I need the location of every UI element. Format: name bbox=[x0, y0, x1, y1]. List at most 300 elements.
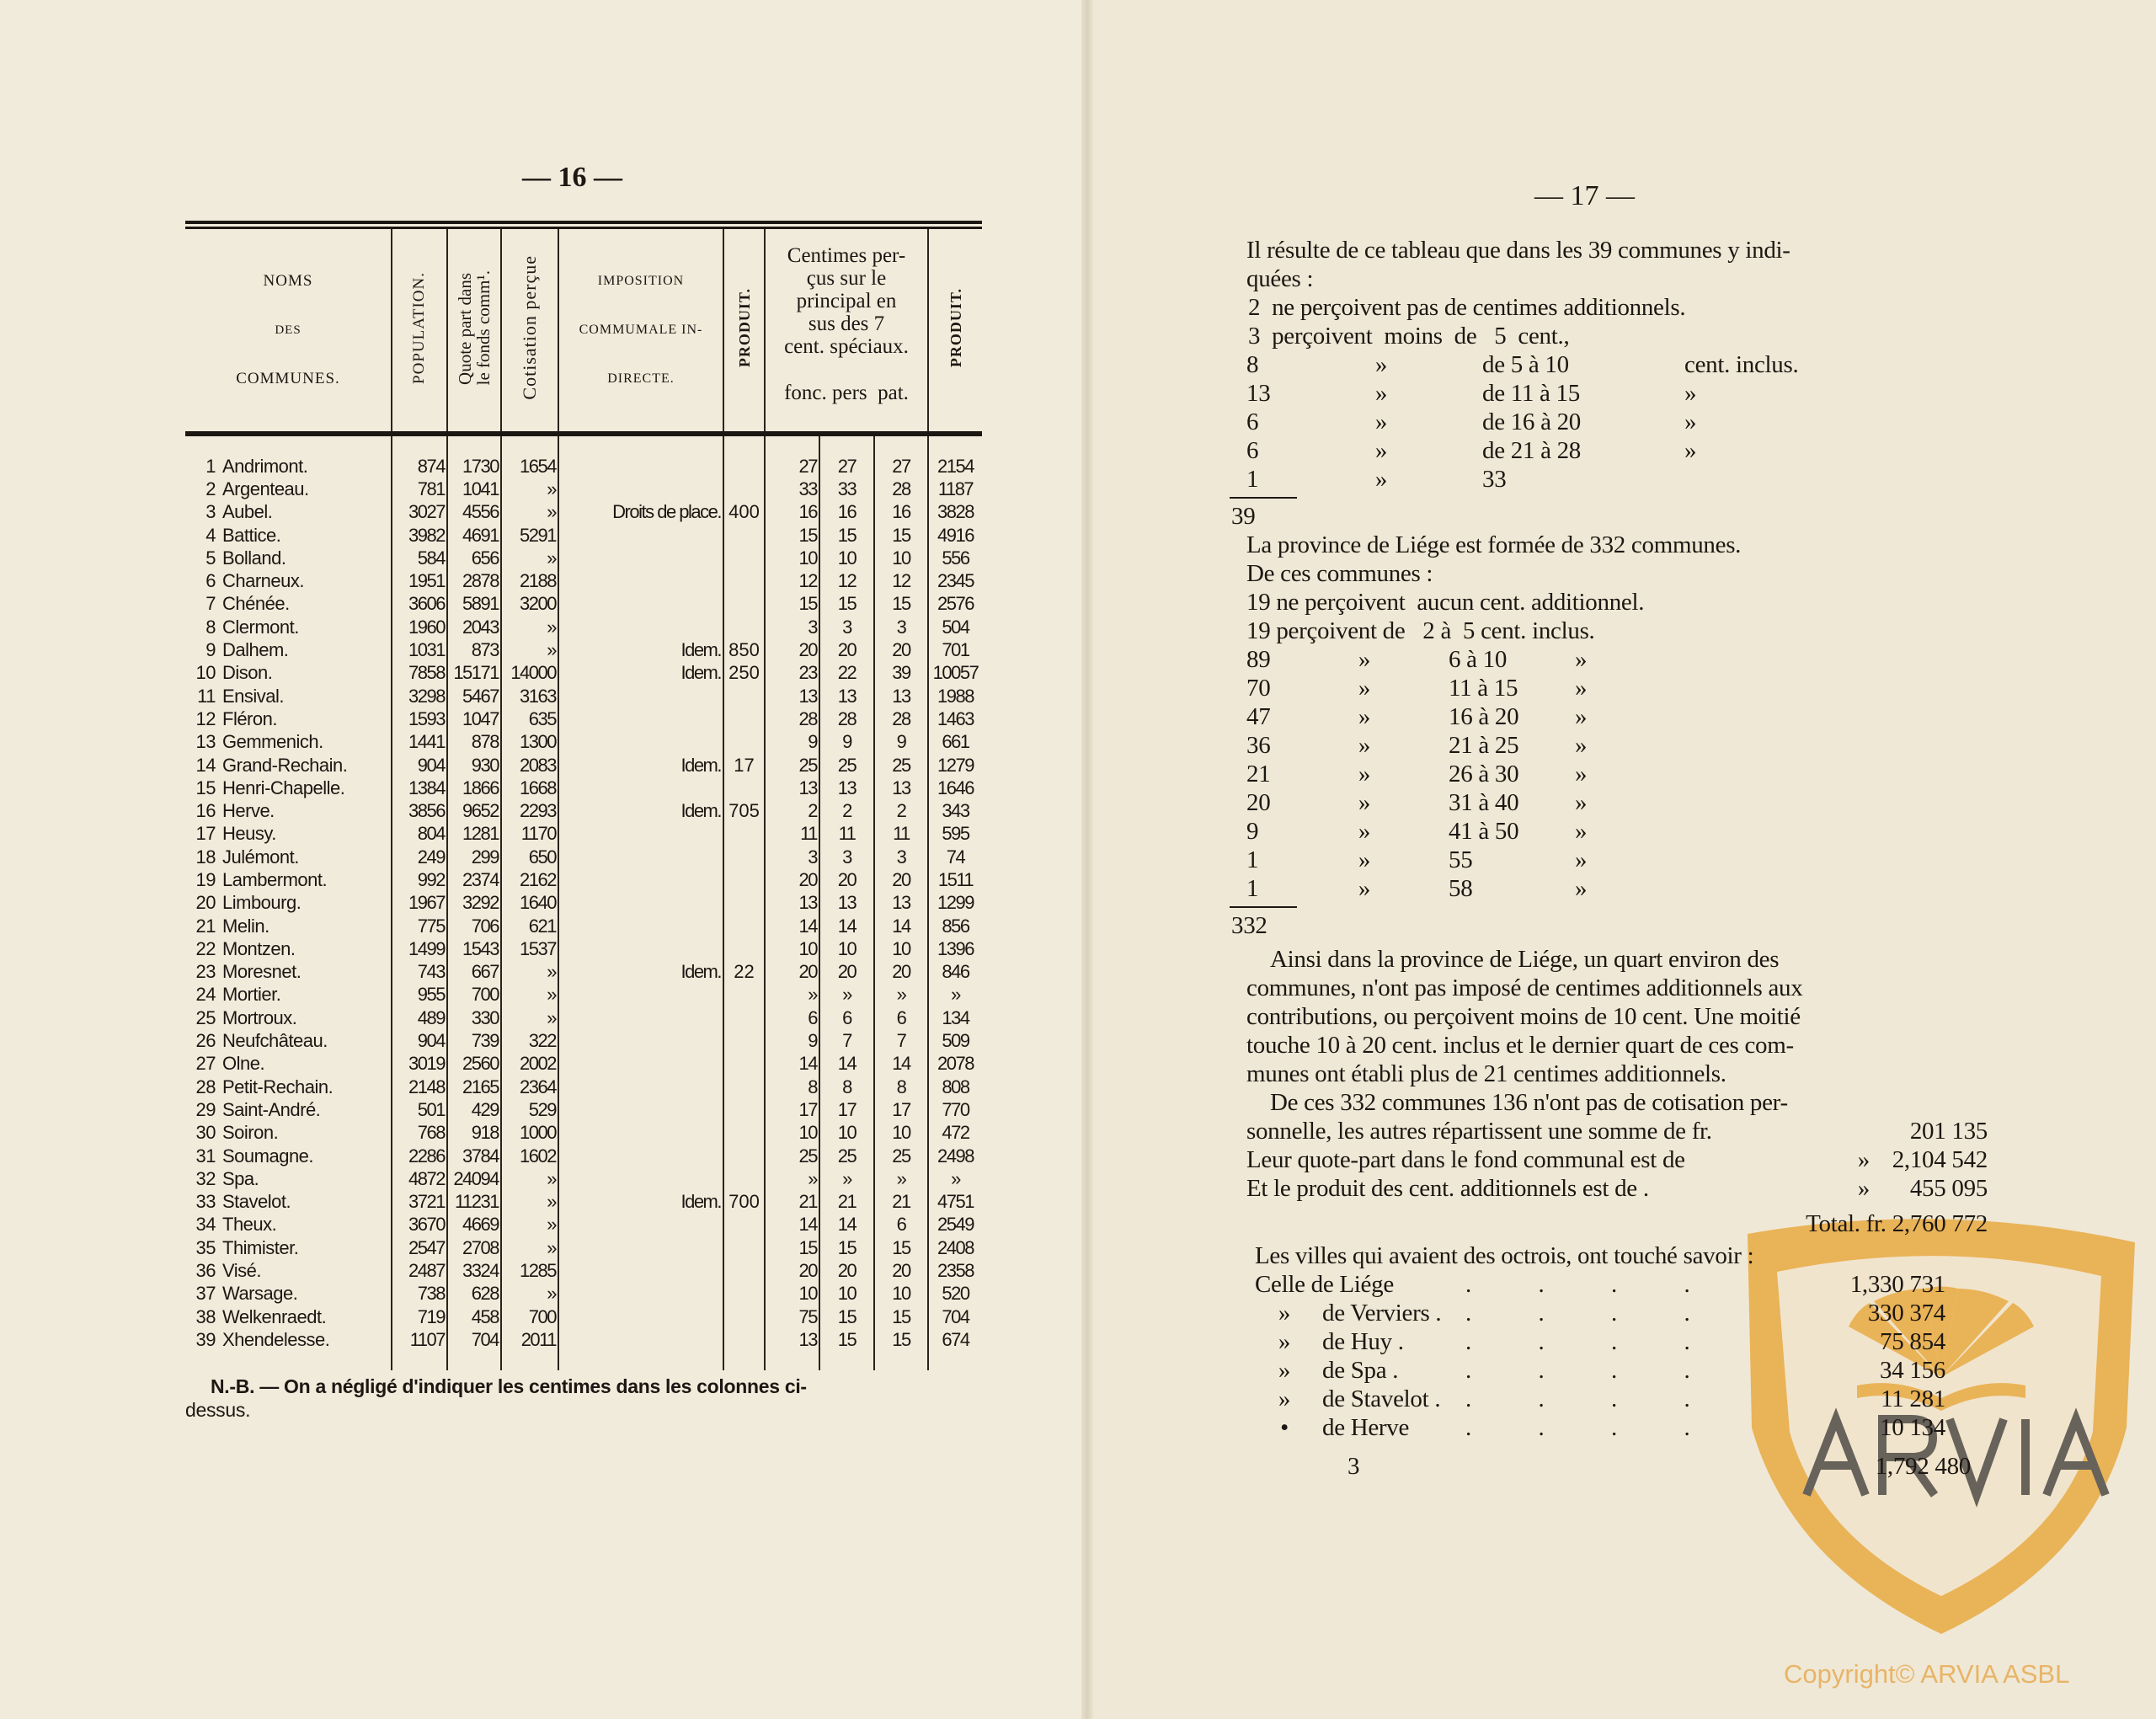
cell-commune bbox=[185, 1328, 392, 1351]
cell-commune bbox=[185, 1236, 392, 1259]
cell-cotisation: 1170 bbox=[501, 823, 558, 846]
row-number: 34 bbox=[195, 1214, 216, 1236]
cell-commune bbox=[185, 937, 392, 960]
cell-centimes-pers: 27 bbox=[819, 455, 874, 478]
range: de 5 à 10 bbox=[1482, 351, 1569, 378]
row-number: 3 bbox=[205, 501, 216, 523]
commune-name: Heusy. bbox=[222, 823, 276, 845]
commune-name: Charneux. bbox=[222, 570, 305, 592]
cell-centimes-pers: 28 bbox=[819, 707, 874, 730]
cell-imposition bbox=[558, 569, 723, 592]
cell-cotisation: » bbox=[501, 478, 558, 500]
cell-commune bbox=[185, 501, 392, 524]
communes-table bbox=[185, 221, 982, 1370]
table-row bbox=[185, 892, 982, 915]
cell-produit-total: 134 bbox=[928, 1006, 982, 1029]
header-noms-1: NOMS bbox=[263, 272, 313, 290]
cell-quote-part: 1866 bbox=[447, 777, 501, 799]
cell-centimes-pers: » bbox=[819, 984, 874, 1006]
cell-produit bbox=[723, 547, 765, 569]
cell-centimes-pers: 14 bbox=[819, 1053, 874, 1076]
summary-row bbox=[1246, 788, 1988, 817]
cell-imposition bbox=[558, 707, 723, 730]
cell-centimes-fonc: 25 bbox=[765, 1145, 819, 1167]
intro-line-1: Il résulte de ce tableau que dans les 39 communes y indi- bbox=[1246, 237, 1790, 264]
cell-commune bbox=[185, 1053, 392, 1076]
cell-produit-total: 701 bbox=[928, 638, 982, 661]
cell-centimes-pat: 9 bbox=[874, 731, 928, 754]
cell-commune bbox=[185, 846, 392, 868]
cell-produit-total: 2549 bbox=[928, 1214, 982, 1236]
towns-total: 1,792 480 bbox=[1875, 1453, 1971, 1480]
cell-centimes-pers: 6 bbox=[819, 1006, 874, 1029]
cell-imposition: Idem. bbox=[558, 638, 723, 661]
cell-imposition: Idem. bbox=[558, 662, 723, 685]
cell-quote-part: 2043 bbox=[447, 616, 501, 638]
cell-produit-total: » bbox=[928, 984, 982, 1006]
cell-quote-part: 918 bbox=[447, 1122, 501, 1145]
total-francs: Total. fr. 2,760 772 bbox=[1806, 1210, 1988, 1237]
spacer-cell bbox=[819, 1352, 874, 1370]
table-row bbox=[185, 1214, 982, 1236]
cell-quote-part: 739 bbox=[447, 1029, 501, 1052]
cell-imposition: Idem. bbox=[558, 799, 723, 822]
cell-centimes-pat: 3 bbox=[874, 616, 928, 638]
cell-commune bbox=[185, 731, 392, 754]
cell-cotisation: 621 bbox=[501, 915, 558, 937]
cell-cotisation: » bbox=[501, 638, 558, 661]
cell-centimes-pers: 15 bbox=[819, 593, 874, 616]
cell-produit-total: 2345 bbox=[928, 569, 982, 592]
table-row bbox=[185, 1145, 982, 1167]
row-number: 12 bbox=[195, 707, 216, 729]
count: 47 bbox=[1246, 703, 1271, 730]
cell-produit bbox=[723, 616, 765, 638]
cell-centimes-pat: 39 bbox=[874, 662, 928, 685]
cell-imposition bbox=[558, 1122, 723, 1145]
cell-centimes-fonc: 13 bbox=[765, 777, 819, 799]
town-name: de Herve bbox=[1322, 1414, 1410, 1441]
town-row bbox=[1246, 1413, 1988, 1442]
cell-centimes-pers: 17 bbox=[819, 1098, 874, 1121]
row-number: 9 bbox=[205, 639, 216, 661]
cell-commune bbox=[185, 1167, 392, 1190]
row-number: 2 bbox=[205, 478, 216, 499]
row-number: 15 bbox=[195, 777, 216, 798]
cell-population: 2148 bbox=[392, 1076, 447, 1098]
table-row bbox=[185, 455, 982, 478]
table-row bbox=[185, 868, 982, 891]
cell-centimes-fonc: 14 bbox=[765, 1214, 819, 1236]
cell-quote-part: 1047 bbox=[447, 707, 501, 730]
cell-imposition bbox=[558, 731, 723, 754]
commune-name: Saint-André. bbox=[222, 1098, 321, 1120]
suffix: » bbox=[1684, 380, 1697, 407]
cell-population: 1960 bbox=[392, 616, 447, 638]
row-number: 26 bbox=[195, 1030, 216, 1052]
commune-name: Lambermont. bbox=[222, 868, 328, 890]
sum-label: Et le produit des cent. additionnels est de . bbox=[1246, 1175, 1649, 1202]
cell-produit-total: 856 bbox=[928, 915, 982, 937]
cell-produit bbox=[723, 455, 765, 478]
cell-population: 781 bbox=[392, 478, 447, 500]
cell-centimes-fonc: 10 bbox=[765, 937, 819, 960]
cell-centimes-pers: 25 bbox=[819, 754, 874, 777]
province-line-1: La province de Liége est formée de 332 communes. bbox=[1246, 531, 1742, 558]
table-row bbox=[185, 501, 982, 524]
summary-row bbox=[1246, 465, 1988, 494]
row-number: 36 bbox=[195, 1260, 216, 1282]
spacer-cell bbox=[874, 436, 928, 455]
table-row bbox=[185, 569, 982, 592]
header-noms-2: DES bbox=[275, 323, 302, 337]
table-row bbox=[185, 1076, 982, 1098]
suffix: » bbox=[1575, 675, 1588, 702]
cell-centimes-pers: 14 bbox=[819, 1214, 874, 1236]
spacer-cell bbox=[501, 436, 558, 455]
summary-row bbox=[1246, 760, 1988, 788]
cell-centimes-pers: 11 bbox=[819, 823, 874, 846]
row-number: 5 bbox=[205, 547, 216, 569]
page-number-left: — 16 — bbox=[522, 162, 622, 193]
cell-produit-total: 520 bbox=[928, 1283, 982, 1305]
sum-amount bbox=[1870, 1117, 1988, 1145]
cell-centimes-pers: 8 bbox=[819, 1076, 874, 1098]
cell-centimes-pat: 14 bbox=[874, 915, 928, 937]
cell-produit-total: » bbox=[928, 1167, 982, 1190]
row-number: 1 bbox=[205, 455, 216, 477]
commune-name: Chénée. bbox=[222, 593, 290, 615]
town-row bbox=[1246, 1327, 1988, 1356]
header-population-text: POPULATION. bbox=[410, 271, 428, 384]
cell-commune bbox=[185, 868, 392, 891]
cell-centimes-pers: 10 bbox=[819, 937, 874, 960]
ditto-mark: » bbox=[1358, 818, 1371, 845]
count: 1 bbox=[1246, 875, 1259, 902]
cell-produit-total: 504 bbox=[928, 616, 982, 638]
cell-centimes-pat: 12 bbox=[874, 569, 928, 592]
province-line-4: 19 perçoivent de 2 à 5 cent. inclus. bbox=[1246, 617, 1595, 644]
cell-centimes-fonc: 15 bbox=[765, 524, 819, 547]
cell-produit-total: 1511 bbox=[928, 868, 982, 891]
row-number: 19 bbox=[195, 868, 216, 890]
cell-produit: 400 bbox=[723, 501, 765, 524]
cell-produit-total: 2408 bbox=[928, 1236, 982, 1259]
commune-name: Soiron. bbox=[222, 1122, 279, 1144]
cell-population: 1441 bbox=[392, 731, 447, 754]
spacer-cell bbox=[723, 1352, 765, 1370]
cell-population: 4872 bbox=[392, 1167, 447, 1190]
table-row bbox=[185, 616, 982, 638]
paragraph-line: De ces 332 communes 136 n'ont pas de cotisation per- bbox=[1270, 1089, 1788, 1116]
count: 20 bbox=[1246, 789, 1271, 816]
header-noms-3: COMMUNES. bbox=[236, 370, 340, 387]
commune-name: Montzen. bbox=[222, 937, 296, 959]
commune-name: Henri-Chapelle. bbox=[222, 777, 345, 798]
cell-centimes-pers: 20 bbox=[819, 868, 874, 891]
cell-produit bbox=[723, 984, 765, 1006]
cell-quote-part: 2878 bbox=[447, 569, 501, 592]
table-row bbox=[185, 777, 982, 799]
row-number: 22 bbox=[195, 937, 216, 959]
cell-quote-part: 11231 bbox=[447, 1191, 501, 1214]
cell-quote-part: 930 bbox=[447, 754, 501, 777]
cell-population: 3019 bbox=[392, 1053, 447, 1076]
header-cotisation bbox=[501, 229, 558, 434]
cell-centimes-fonc: 9 bbox=[765, 731, 819, 754]
cell-quote-part: 15171 bbox=[447, 662, 501, 685]
table-row bbox=[185, 547, 982, 569]
cell-centimes-fonc: » bbox=[765, 984, 819, 1006]
spacer-cell bbox=[928, 1352, 982, 1370]
cell-cotisation: 322 bbox=[501, 1029, 558, 1052]
cell-population: 249 bbox=[392, 846, 447, 868]
cell-cotisation: 700 bbox=[501, 1305, 558, 1328]
cell-produit-total: 556 bbox=[928, 547, 982, 569]
cell-population: 7858 bbox=[392, 662, 447, 685]
count: 13 bbox=[1246, 380, 1271, 407]
cell-imposition bbox=[558, 1259, 723, 1282]
cell-centimes-fonc: 10 bbox=[765, 1283, 819, 1305]
spacer-cell bbox=[765, 436, 819, 455]
cell-centimes-pat: 28 bbox=[874, 707, 928, 730]
cell-commune bbox=[185, 707, 392, 730]
ditto-mark: » bbox=[1358, 732, 1371, 759]
cell-centimes-pat: 15 bbox=[874, 1236, 928, 1259]
suffix: » bbox=[1575, 761, 1588, 787]
cell-commune bbox=[185, 915, 392, 937]
cell-produit-total: 4751 bbox=[928, 1191, 982, 1214]
cell-centimes-pat: 20 bbox=[874, 868, 928, 891]
header-imposition bbox=[558, 229, 723, 434]
town-name: de Huy . bbox=[1322, 1328, 1404, 1355]
header-centimes bbox=[765, 229, 928, 434]
count: 89 bbox=[1246, 646, 1271, 673]
province-line-2: De ces communes : bbox=[1246, 560, 1433, 587]
page-number-right: — 17 — bbox=[1534, 180, 1635, 211]
summary-total-1: 39 bbox=[1231, 503, 1256, 530]
cell-centimes-fonc: 6 bbox=[765, 1006, 819, 1029]
count: 70 bbox=[1246, 675, 1271, 702]
cell-population: 768 bbox=[392, 1122, 447, 1145]
summary-row bbox=[1246, 702, 1988, 731]
cell-produit bbox=[723, 777, 765, 799]
cell-produit bbox=[723, 1259, 765, 1282]
cell-produit-total: 509 bbox=[928, 1029, 982, 1052]
cell-produit: 22 bbox=[723, 961, 765, 984]
cell-imposition bbox=[558, 892, 723, 915]
cell-imposition bbox=[558, 616, 723, 638]
cell-population: 489 bbox=[392, 1006, 447, 1029]
row-number: 31 bbox=[195, 1145, 216, 1166]
cell-quote-part: 1543 bbox=[447, 937, 501, 960]
paragraph-line: contributions, ou perçoivent moins de 10 cent. Une moitié bbox=[1246, 1003, 1801, 1030]
table-row bbox=[185, 662, 982, 685]
spacer bbox=[1246, 1452, 1322, 1481]
row-number: 29 bbox=[195, 1098, 216, 1120]
cell-produit bbox=[723, 731, 765, 754]
cell-quote-part: 4556 bbox=[447, 501, 501, 524]
cell-commune bbox=[185, 754, 392, 777]
cell-quote-part: 3784 bbox=[447, 1145, 501, 1167]
header-quote-1: Quote part dans bbox=[455, 273, 475, 386]
cell-population: 1107 bbox=[392, 1328, 447, 1351]
cell-centimes-pat: 10 bbox=[874, 547, 928, 569]
cell-centimes-pers: 14 bbox=[819, 915, 874, 937]
cell-produit bbox=[723, 1029, 765, 1052]
range: 33 bbox=[1482, 466, 1507, 493]
cell-centimes-fonc: 8 bbox=[765, 1076, 819, 1098]
summary-row bbox=[1246, 379, 1988, 408]
cell-centimes-fonc: » bbox=[765, 1167, 819, 1190]
cell-imposition bbox=[558, 868, 723, 891]
table-row bbox=[185, 478, 982, 500]
table-row bbox=[185, 1006, 982, 1029]
cell-cotisation: » bbox=[501, 1283, 558, 1305]
cell-quote-part: 2560 bbox=[447, 1053, 501, 1076]
cell-cotisation: » bbox=[501, 1167, 558, 1190]
cell-centimes-pers: 7 bbox=[819, 1029, 874, 1052]
cell-commune bbox=[185, 662, 392, 685]
cell-produit-total: 2576 bbox=[928, 593, 982, 616]
cell-centimes-pat: » bbox=[874, 1167, 928, 1190]
cell-population: 2547 bbox=[392, 1236, 447, 1259]
cell-produit bbox=[723, 823, 765, 846]
table-row bbox=[185, 524, 982, 547]
cell-produit bbox=[723, 569, 765, 592]
cell-quote-part: 2708 bbox=[447, 1236, 501, 1259]
cell-quote-part: 299 bbox=[447, 846, 501, 868]
cell-imposition bbox=[558, 823, 723, 846]
summary-group-1 bbox=[1246, 350, 1988, 494]
cell-produit-total: 1988 bbox=[928, 685, 982, 707]
row-number: 32 bbox=[195, 1167, 216, 1189]
summary-row bbox=[1246, 408, 1988, 436]
cell-produit bbox=[723, 915, 765, 937]
cell-population: 3298 bbox=[392, 685, 447, 707]
cell-produit-total: 472 bbox=[928, 1122, 982, 1145]
table-row bbox=[185, 961, 982, 984]
town-name: de Verviers . bbox=[1322, 1300, 1442, 1327]
cell-centimes-pers: 20 bbox=[819, 1259, 874, 1282]
header-imposition-3: DIRECTE. bbox=[607, 371, 675, 386]
header-quote-part bbox=[447, 229, 501, 434]
commune-name: Visé. bbox=[222, 1260, 262, 1282]
summary-row bbox=[1246, 817, 1988, 846]
cell-population: 2487 bbox=[392, 1259, 447, 1282]
cell-cotisation: » bbox=[501, 501, 558, 524]
commune-name: Dison. bbox=[222, 662, 273, 684]
commune-name: Thimister. bbox=[222, 1236, 299, 1258]
cell-centimes-fonc: 10 bbox=[765, 547, 819, 569]
row-number: 38 bbox=[195, 1305, 216, 1327]
cell-population: 904 bbox=[392, 754, 447, 777]
leader-dots: . . . . bbox=[1465, 1414, 1721, 1441]
cell-produit bbox=[723, 1076, 765, 1098]
cell-cotisation: 635 bbox=[501, 707, 558, 730]
cell-centimes-pers: 3 bbox=[819, 616, 874, 638]
cell-commune bbox=[185, 823, 392, 846]
commune-name: Olne. bbox=[222, 1053, 265, 1075]
ditto-mark: » bbox=[1278, 1300, 1291, 1327]
table-spacer-row bbox=[185, 436, 982, 455]
ditto-mark: » bbox=[1358, 646, 1371, 673]
cell-produit: 705 bbox=[723, 799, 765, 822]
row-number: 18 bbox=[195, 846, 216, 868]
cell-centimes-pers: 25 bbox=[819, 1145, 874, 1167]
cell-quote-part: 3324 bbox=[447, 1259, 501, 1282]
paragraph-line: touche 10 à 20 cent. inclus et le dernier quart de ces com- bbox=[1246, 1032, 1794, 1059]
commune-name: Ensival. bbox=[222, 685, 285, 707]
cell-imposition: Idem. bbox=[558, 754, 723, 777]
town-amount: 330 374 bbox=[1867, 1300, 1945, 1327]
sum-label: Leur quote-part dans le fond communal est de bbox=[1246, 1146, 1685, 1173]
spacer-cell bbox=[185, 1352, 392, 1370]
spacer-cell bbox=[185, 436, 392, 455]
cell-produit-total: 674 bbox=[928, 1328, 982, 1351]
cell-produit bbox=[723, 1098, 765, 1121]
cell-commune bbox=[185, 524, 392, 547]
cell-cotisation: 2293 bbox=[501, 799, 558, 822]
cell-centimes-pat: 8 bbox=[874, 1076, 928, 1098]
cell-produit: 700 bbox=[723, 1191, 765, 1214]
cell-centimes-pers: 16 bbox=[819, 501, 874, 524]
ditto-mark: » bbox=[1278, 1328, 1291, 1355]
row-number: 27 bbox=[195, 1053, 216, 1075]
range: 6 à 10 bbox=[1449, 646, 1508, 673]
commune-name: Stavelot. bbox=[222, 1191, 291, 1213]
count: 1 bbox=[1246, 466, 1259, 493]
town-amount: 75 854 bbox=[1880, 1328, 1945, 1355]
sum-rule-1 bbox=[1230, 497, 1297, 499]
row-number: 23 bbox=[195, 961, 216, 983]
header-produit bbox=[723, 229, 765, 434]
cell-produit bbox=[723, 868, 765, 891]
cell-quote-part: 706 bbox=[447, 915, 501, 937]
summary-row bbox=[1246, 674, 1988, 702]
cell-cotisation: 1000 bbox=[501, 1122, 558, 1145]
cell-produit-total: 2498 bbox=[928, 1145, 982, 1167]
town-amount: 11 281 bbox=[1881, 1385, 1945, 1412]
count: 8 bbox=[1246, 351, 1259, 378]
cell-imposition bbox=[558, 777, 723, 799]
cell-cotisation: 1602 bbox=[501, 1145, 558, 1167]
commune-name: Welkenraedt. bbox=[222, 1305, 327, 1327]
cell-population: 3670 bbox=[392, 1214, 447, 1236]
commune-name: Aubel. bbox=[222, 501, 273, 523]
ditto-mark: » bbox=[1278, 1357, 1291, 1384]
spacer-cell bbox=[558, 436, 723, 455]
header-produit-text: PRODUIT. bbox=[735, 287, 753, 368]
cell-centimes-pers: 15 bbox=[819, 1328, 874, 1351]
spacer-cell bbox=[819, 436, 874, 455]
cell-centimes-pat: 13 bbox=[874, 892, 928, 915]
cell-population: 1593 bbox=[392, 707, 447, 730]
commune-name: Theux. bbox=[222, 1214, 277, 1236]
range: 26 à 30 bbox=[1449, 761, 1519, 787]
amount: 2,104 542 bbox=[1892, 1146, 1988, 1173]
cell-centimes-pat: 7 bbox=[874, 1029, 928, 1052]
cell-commune bbox=[185, 478, 392, 500]
conclusion-paragraph bbox=[1246, 945, 1988, 1117]
table-row bbox=[185, 984, 982, 1006]
commune-name: Petit-Rechain. bbox=[222, 1076, 334, 1097]
table-end-row bbox=[185, 1352, 982, 1370]
cell-imposition bbox=[558, 547, 723, 569]
cell-imposition: Idem. bbox=[558, 1191, 723, 1214]
range: 11 à 15 bbox=[1449, 675, 1518, 702]
table-row bbox=[185, 937, 982, 960]
